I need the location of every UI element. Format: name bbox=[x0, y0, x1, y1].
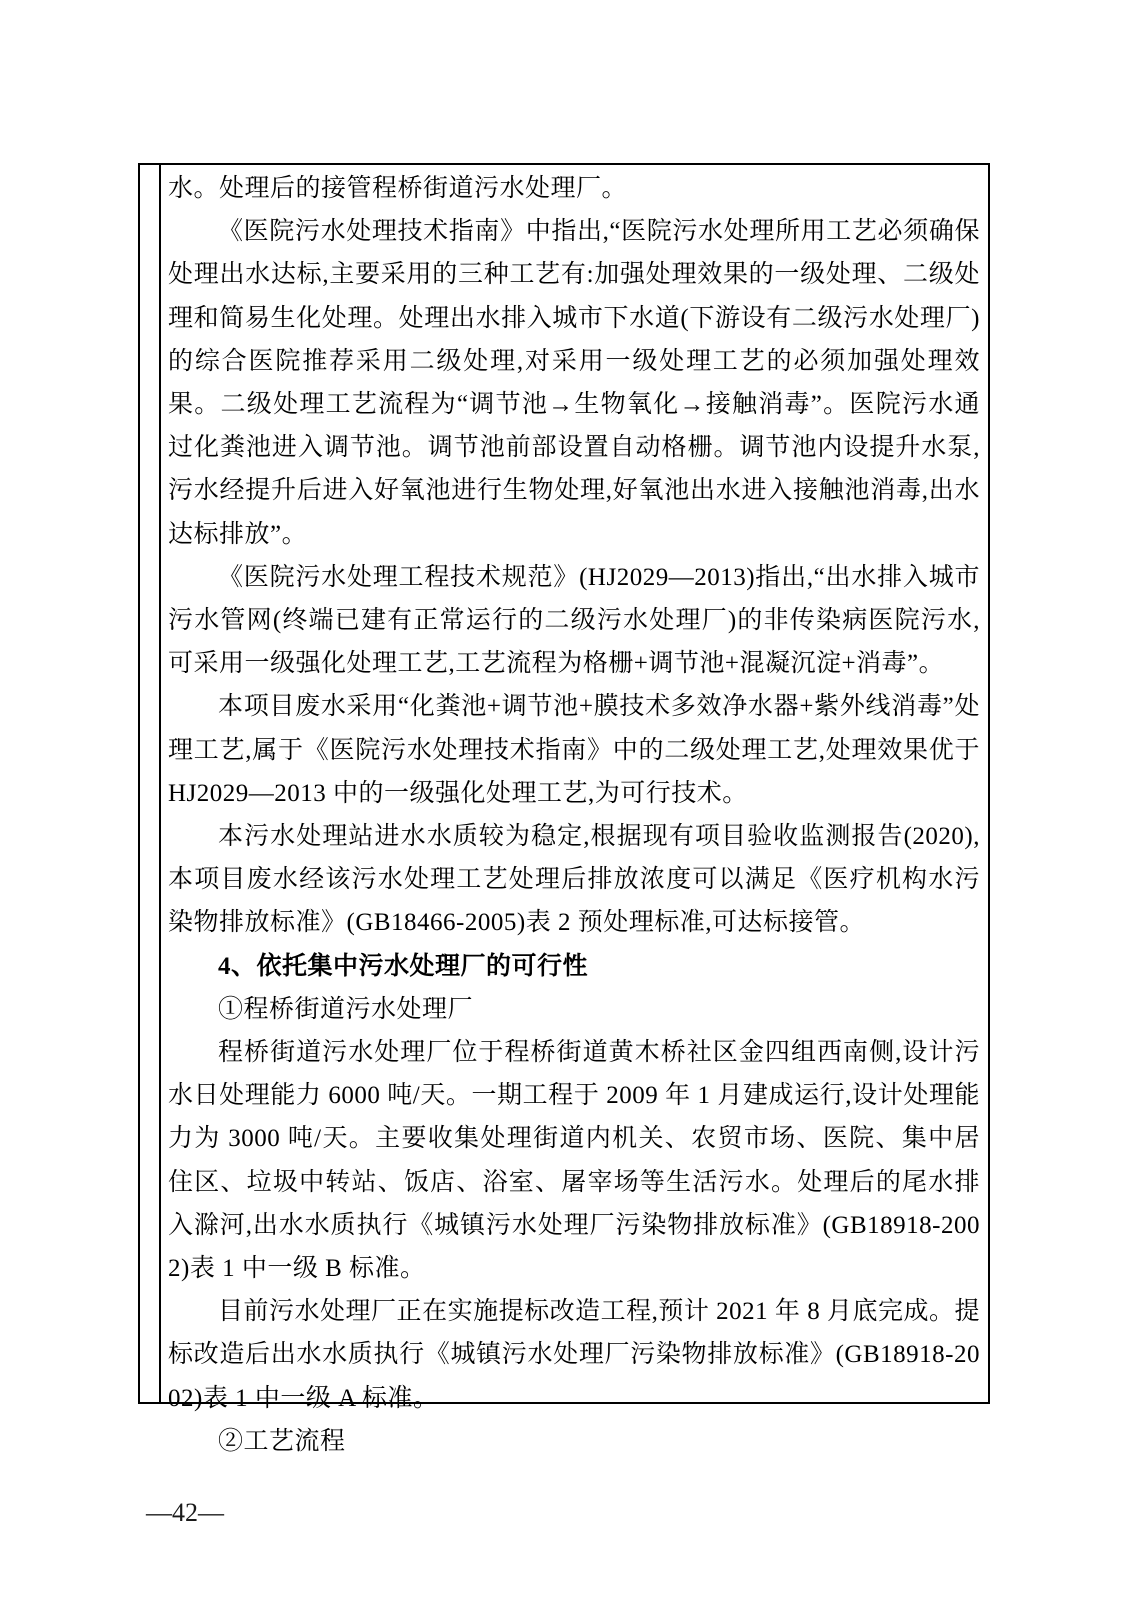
body-paragraph: 本污水处理站进水水质较为稳定,根据现有项目验收监测报告(2020),本项目废水经该污水处理工艺处理后排放浓度可以满足《医疗机构水污染物排放标准》(GB18466-2005)表 2 预处理标准,可达标接管。 bbox=[168, 823, 980, 937]
body-paragraph: 《医院污水处理技术指南》中指出,“医院污水处理所用工艺必须确保处理出水达标,主要采用的三种工艺有:加强处理效果的一级处理、二级处理和简易生化处理。处理出水排入城市下水道(下游设有二级污水处理厂)的综合医院推荐采用二级处理,对采用一级处理工艺的必须加强处理效果。二级处理工艺流程为“调节池→生物氧化→接触消毒”。医院污水通过化粪池进入调节池。调节池前部设置自动格栅。调节池内设提升水泵,污水经提升后进入好氧池进行生物处理,好氧池出水进入接触池消毒,出水达标排放”。 bbox=[168, 218, 980, 548]
body-paragraph: 《医院污水处理工程技术规范》(HJ2029—2013)指出,“出水排入城市污水管网(终端已建有正常运行的二级污水处理厂)的非传染病医院污水,可采用一级强化处理工艺,工艺流程为格栅+调节池+混凝沉淀+消毒”。 bbox=[168, 563, 980, 678]
body-paragraph: 水。处理后的接管程桥街道污水处理厂。 bbox=[168, 175, 628, 202]
table-content-cell bbox=[161, 165, 988, 1455]
body-paragraph: 目前污水处理厂正在实施提标改造工程,预计 2021 年 8 月底完成。提标改造后出水水质执行《城镇污水处理厂污染物排放标准》(GB18918-2002)表 1 中一级 A 标准。 bbox=[168, 1298, 980, 1412]
page-number: —42— bbox=[146, 1498, 224, 1527]
body-paragraph: 本项目废水采用“化粪池+调节池+膜技术多效净水器+紫外线消毒”处理工艺,属于《医院污水处理技术指南》中的二级处理工艺,处理效果优于 HJ2029—2013 中的一级强化处理工艺,为可行技术。 bbox=[168, 693, 980, 807]
table-left-column bbox=[140, 165, 161, 1402]
body-paragraph: ②工艺流程 bbox=[218, 1427, 346, 1455]
section-heading: 4、依托集中污水处理厂的可行性 bbox=[218, 952, 589, 980]
body-paragraph: 程桥街道污水处理厂位于程桥街道黄木桥社区金四组西南侧,设计污水日处理能力 6000 吨/天。一期工程于 2009 年 1 月建成运行,设计处理能力为 3000 吨/天。主要收集处理街道内机关、农贸市场、医院、集中居住区、垃圾中转站、饭店、浴室、屠宰场等生活污水。处理后的尾水排入滁河,出水水质执行《城镇污水处理厂污染物排放标准》(GB18918-2002)表 1 中一级 B 标准。 bbox=[168, 1039, 980, 1283]
body-paragraph: ①程桥街道污水处理厂 bbox=[218, 995, 474, 1023]
report-table-cell bbox=[138, 163, 990, 1455]
